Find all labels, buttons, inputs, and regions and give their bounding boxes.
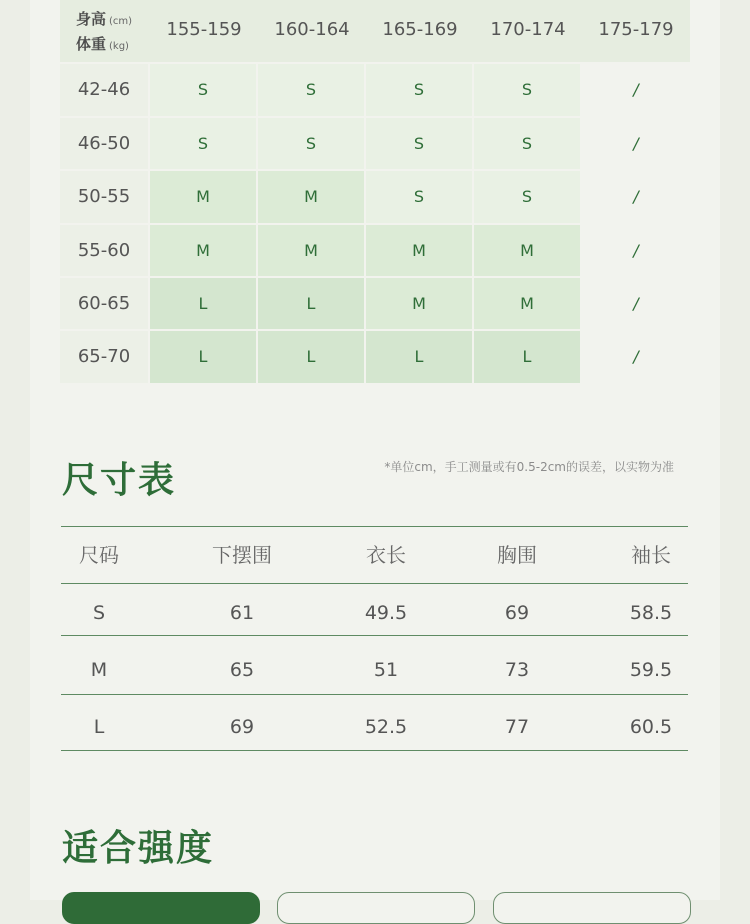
weight-row-label: 60-65 bbox=[60, 278, 148, 329]
table-header-cell: 胸围 bbox=[497, 543, 537, 567]
size-recommend-cell: L bbox=[474, 331, 580, 383]
weight-label: 体重 bbox=[76, 35, 107, 53]
size-recommend-cell: / bbox=[633, 347, 639, 366]
size-recommend-cell: / bbox=[633, 134, 639, 153]
size-recommend-cell: M bbox=[474, 278, 580, 329]
table-cell: 65 bbox=[229, 659, 255, 681]
table-cell: 60.5 bbox=[629, 716, 673, 738]
weight-row-label: 46-50 bbox=[60, 118, 148, 169]
size-recommend-cell: S bbox=[258, 64, 364, 116]
table-rule bbox=[61, 635, 688, 636]
table-rule bbox=[61, 583, 688, 584]
table-cell: 61 bbox=[229, 602, 255, 624]
size-recommend-cell: S bbox=[366, 118, 472, 169]
size-recommend-cell: S bbox=[474, 118, 580, 169]
size-recommend-cell: S bbox=[258, 118, 364, 169]
height-header: 160-164 bbox=[274, 19, 350, 40]
table-header-cell: 衣长 bbox=[366, 543, 406, 567]
size-recommend-cell: M bbox=[366, 278, 472, 329]
table-header-cell: 袖长 bbox=[631, 543, 671, 567]
size-chart-note: *单位cm，手工测量或有0.5-2cm的误差，以实物为准 bbox=[384, 460, 674, 474]
table-cell: L bbox=[93, 716, 105, 738]
size-recommend-cell: / bbox=[633, 241, 639, 260]
height-header: 165-169 bbox=[382, 19, 458, 40]
size-recommend-cell: M bbox=[258, 171, 364, 223]
size-recommend-cell: S bbox=[474, 171, 580, 223]
weight-unit: (kg) bbox=[109, 41, 129, 52]
size-recommend-cell: L bbox=[150, 331, 256, 383]
table-cell: 58.5 bbox=[629, 602, 673, 624]
size-recommend-cell: M bbox=[150, 171, 256, 223]
size-recommend-cell: S bbox=[474, 64, 580, 116]
table-cell: 77 bbox=[504, 716, 530, 738]
table-cell: 51 bbox=[373, 659, 399, 681]
weight-row-label: 50-55 bbox=[60, 171, 148, 223]
table-rule bbox=[61, 694, 688, 695]
size-recommend-cell: M bbox=[150, 225, 256, 276]
strength-option-button[interactable] bbox=[277, 892, 475, 924]
size-recommend-cell: / bbox=[633, 187, 639, 206]
table-header-cell: 下摆围 bbox=[212, 543, 272, 567]
size-recommend-cell: L bbox=[150, 278, 256, 329]
strength-option-button[interactable] bbox=[62, 892, 260, 924]
size-recommend-cell: S bbox=[366, 171, 472, 223]
size-recommend-cell: L bbox=[366, 331, 472, 383]
size-recommend-cell: L bbox=[258, 278, 364, 329]
size-recommend-cell: S bbox=[150, 118, 256, 169]
table-cell: 49.5 bbox=[364, 602, 408, 624]
table-cell: S bbox=[92, 602, 106, 624]
size-recommend-cell: S bbox=[366, 64, 472, 116]
height-unit: (cm) bbox=[109, 16, 133, 27]
height-label: 身高 bbox=[76, 10, 107, 28]
table-cell: 52.5 bbox=[364, 716, 408, 738]
table-cell: 69 bbox=[229, 716, 255, 738]
weight-row-label: 65-70 bbox=[60, 331, 148, 383]
size-recommend-grid bbox=[60, 0, 690, 384]
table-rule bbox=[61, 526, 688, 527]
size-recommend-cell: / bbox=[633, 80, 639, 99]
table-cell: 73 bbox=[504, 659, 530, 681]
weight-row-label: 55-60 bbox=[60, 225, 148, 276]
size-recommend-cell: / bbox=[633, 294, 639, 313]
strength-title: 适合强度 bbox=[62, 828, 215, 869]
table-header-cell: 尺码 bbox=[79, 543, 119, 567]
size-recommend-cell: M bbox=[474, 225, 580, 276]
table-cell: M bbox=[90, 659, 108, 681]
table-cell: 69 bbox=[504, 602, 530, 624]
table-rule bbox=[61, 750, 688, 751]
size-chart-title: 尺寸表 bbox=[62, 460, 177, 501]
size-recommend-cell: M bbox=[366, 225, 472, 276]
grid-header-row bbox=[60, 0, 690, 62]
size-recommend-cell: S bbox=[150, 64, 256, 116]
height-header: 175-179 bbox=[598, 19, 674, 40]
grid-corner-label bbox=[76, 8, 132, 58]
height-header: 155-159 bbox=[166, 19, 242, 40]
size-recommend-cell: M bbox=[258, 225, 364, 276]
table-cell: 59.5 bbox=[629, 659, 673, 681]
size-recommend-cell: L bbox=[258, 331, 364, 383]
height-header: 170-174 bbox=[490, 19, 566, 40]
weight-row-label: 42-46 bbox=[60, 64, 148, 116]
strength-option-button[interactable] bbox=[493, 892, 691, 924]
